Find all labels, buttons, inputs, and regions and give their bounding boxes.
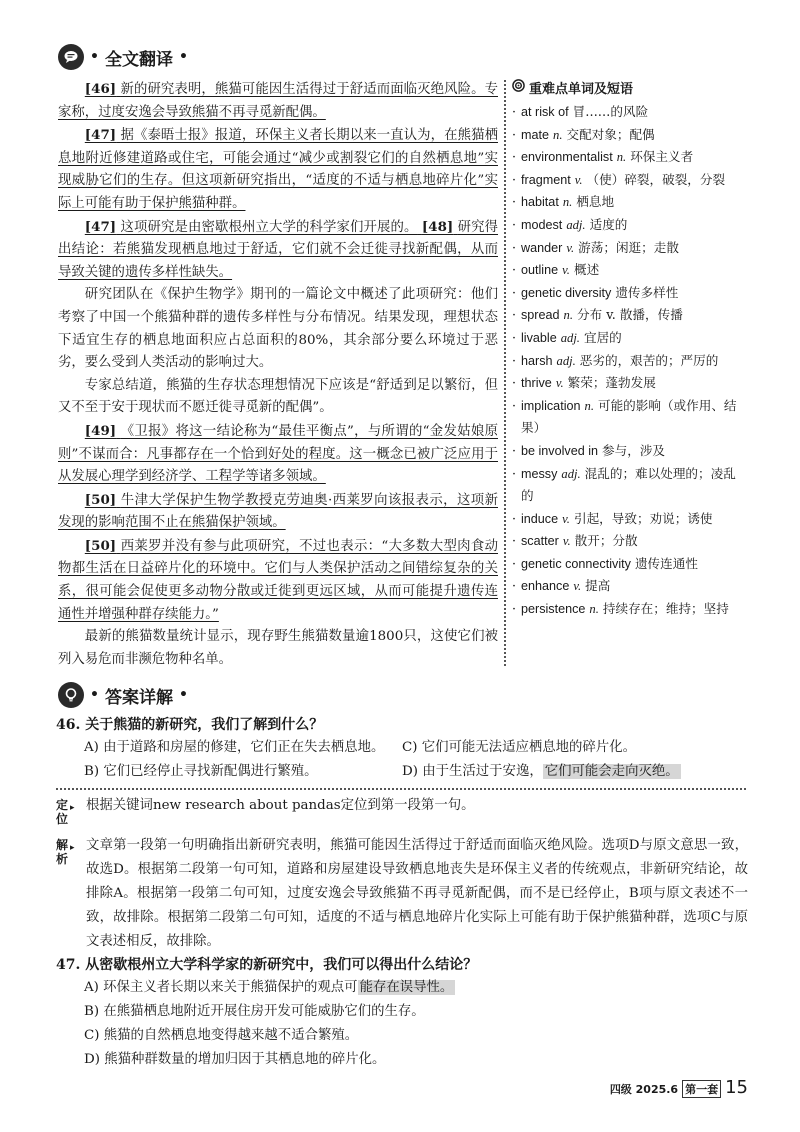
page-footer xyxy=(610,1077,748,1098)
vocab-meaning: 分布 v. 散播，传播 xyxy=(577,307,683,323)
vocab-item xyxy=(512,372,746,395)
vocab-meaning: 概述 xyxy=(573,262,600,278)
vocab-term: genetic connectivity xyxy=(521,556,631,571)
vocab-item xyxy=(512,214,746,237)
q46-highlight: 它们可能会走向灭绝。 xyxy=(544,764,679,779)
paragraph-1: [46] 新的研究表明，熊猫可能因生活得过于舒适而面临灭绝风险。专家称，过度安逸会导致熊猫不再寻觅新配偶。 xyxy=(58,81,498,120)
vocab-term: environmentalist xyxy=(521,150,613,165)
vocab-pos: n. xyxy=(616,150,627,165)
translation-title: 全文翻译 xyxy=(104,49,173,70)
analysis-label: 解析 ▸ xyxy=(56,838,75,866)
q47-option-a: A) 环保主义者长期以来关于熊猫保护的观点可 能存在误导性。 xyxy=(84,980,454,995)
vocab-term: implication xyxy=(521,398,581,413)
paragraph-8: [50] 西莱罗并没有参与此项研究，不过也表示：“大多数大型肉食动物都生活在日益碎片化的环境中。它们与人类保护活动之间错综复杂的关系，很可能会促使更多动物分散或迁徙到更远区域，从而可能提升遗传连通性并增强种群存续能力。” xyxy=(58,537,498,622)
vocab-meaning: 散开；分散 xyxy=(574,533,638,549)
vocab-item xyxy=(512,553,746,576)
question-46-title: 46. 关于熊猫的新研究，我们了解到什么？ xyxy=(56,717,324,733)
vocab-item xyxy=(512,508,746,531)
vocab-meaning: 引起，导致；劝说；诱使 xyxy=(573,510,713,526)
question-47-options xyxy=(84,976,748,1072)
vocab-term: habitat xyxy=(521,195,559,210)
vocab-item xyxy=(512,237,746,260)
target-icon xyxy=(512,79,525,96)
vocab-item xyxy=(512,101,746,124)
q47-highlight: 能存在误导性。 xyxy=(359,980,454,995)
q47-option-d: D) 熊猫种群数量的增加归因于其栖息地的碎片化。 xyxy=(84,1052,386,1067)
q47-option-b: B) 在熊猫栖息地附近开展住房开发可能威胁它们的生存。 xyxy=(84,1004,425,1019)
paragraph-5: 专家总结道，熊猫的生存状态理想情况下应该是“舒适到足以繁衍，但又不至于安于现状而不愿迁徙寻觅新的配偶”。 xyxy=(58,377,498,416)
vocab-item xyxy=(512,124,746,147)
paragraph-9: 最新的熊猫数量统计显示，现存野生熊猫数量逾1800只，这使它们被列入易危而非濒危物种名单。 xyxy=(58,629,498,667)
vocab-item xyxy=(512,530,746,553)
footer-source: 四级 2025.6 xyxy=(609,1083,679,1096)
q46-locate: 定位 ▸ 根据关键词new research about pandas定位到第一段第一句。 xyxy=(56,798,475,826)
question-46-options xyxy=(84,736,748,784)
vocab-term: messy xyxy=(521,466,558,481)
paragraph-6: [49] 《卫报》将这一结论称为“最佳平衡点”，与所谓的“金发姑娘原则”不谋而合：凡事都存在一个恰到好处的程度。这一概念已被广泛应用于从发展心理学到经济学、工程学等诸多领域。 xyxy=(58,422,498,485)
vocab-meaning: 游荡；闲逛；走散 xyxy=(578,239,679,255)
answers-body xyxy=(58,714,748,1072)
vocab-item xyxy=(512,191,746,214)
vocab-item xyxy=(512,463,746,508)
vocab-pos: v. xyxy=(562,511,570,526)
locate-label: 定位 ▸ xyxy=(56,798,75,826)
paragraph-2: [47] 据《泰晤士报》报道，环保主义者长期以来一直认为，在熊猫栖息地附近修建道路或住宅，可能会通过“减少或割裂它们的自然栖息地”实现威胁它们的生存。但这项新研究指出，“适度的不适与栖息地碎片化”实际上可能有助于保护熊猫种群。 xyxy=(58,127,498,211)
vocab-pos: adj. xyxy=(560,330,580,345)
paragraph-7: [50] 牛津大学保护生物学教授克劳迪奥·西莱罗向该报表示，这项新发现的影响范围不止在熊猫保护领域。 xyxy=(58,491,498,531)
vocab-meaning: 环保主义者 xyxy=(630,149,694,165)
question-47-title: 47. 从密歇根州立大学科学家的新研究中，我们可以得出什么结论？ xyxy=(56,957,478,973)
answers-title: 答案详解 xyxy=(104,687,173,708)
answer-divider xyxy=(56,788,746,790)
vocab-term: persistence xyxy=(521,602,586,617)
vocab-pos: v. xyxy=(574,172,583,187)
q47-option-c: C) 熊猫的自然栖息地变得越来越不适合繁殖。 xyxy=(84,1028,359,1043)
paragraph-3: [47] 这项研究是由密歇根州立大学的科学家们开展的。 [48] 研究得出结论：若熊猫发现栖息地过于舒适，它们就不会迁徙寻找新配偶，从而导致关键的遗传多样性缺失。 xyxy=(58,218,499,280)
vocab-term: thrive xyxy=(521,376,552,391)
chat-bubble-icon xyxy=(58,44,84,70)
vocab-item xyxy=(512,304,746,327)
lightbulb-icon xyxy=(58,682,84,708)
vocab-term: enhance xyxy=(521,579,570,594)
vocab-item xyxy=(512,575,746,598)
vocab-item xyxy=(512,146,746,169)
vocab-pos: v. xyxy=(562,263,570,278)
vocab-meaning: 冒……的风险 xyxy=(572,104,649,119)
vocab-term: at risk of xyxy=(521,105,569,119)
arrow-right-icon: ▸ xyxy=(70,843,75,853)
translation-text xyxy=(58,78,498,671)
vocab-meaning: （使）碎裂，破裂，分裂 xyxy=(586,171,726,187)
vocab-item xyxy=(512,282,746,305)
vocab-term: wander xyxy=(521,240,563,255)
vocab-item xyxy=(512,598,746,621)
vocab-term: be involved in xyxy=(521,443,599,458)
vocab-pos: adj. xyxy=(566,217,586,232)
vocab-meaning: 恶劣的，艰苦的；严厉的 xyxy=(579,352,719,368)
vocab-pos: v. xyxy=(573,579,582,594)
column-divider xyxy=(504,80,506,666)
vocab-term: induce xyxy=(521,511,559,526)
page-number: 15 xyxy=(725,1077,748,1098)
q46-option-a: A) 由于道路和房屋的修建，它们正在失去栖息地。 xyxy=(84,740,385,755)
answers-section-header: • 答案详解 • xyxy=(58,682,188,708)
vocab-pos: v. xyxy=(566,240,575,255)
vocab-pos: adj. xyxy=(556,353,576,368)
vocab-pos: n. xyxy=(589,602,599,617)
vocab-meaning: 持续存在；维持；坚持 xyxy=(602,601,729,617)
vocab-pos: n. xyxy=(584,398,594,413)
vocab-meaning: 遗传连通性 xyxy=(634,555,698,571)
vocab-meaning: 宜居的 xyxy=(583,329,622,345)
vocab-list xyxy=(512,101,746,621)
vocab-item xyxy=(512,440,746,463)
vocab-term: scatter xyxy=(521,534,559,549)
q46-option-c: C) 它们可能无法适应栖息地的碎片化。 xyxy=(402,740,636,755)
vocab-term: genetic diversity xyxy=(521,285,612,300)
footer-part: 第一套 xyxy=(682,1080,721,1098)
vocab-meaning: 混乱的；难以处理的；凌乱的 xyxy=(521,465,736,504)
paragraph-4: 研究团队在《保护生物学》期刊的一篇论文中概述了此项研究：他们考察了中国一个熊猫种群的遗传多样性与分布情况。结果发现，理想状态下适宜生存的栖息地面积应占总面积的80%，其余部分要么环境过于恶劣，要么受到人类活动的影响过大。 xyxy=(58,287,498,371)
q46-analysis: 解析 ▸ 文章第一段第一句明确指出新研究表明，熊猫可能因生活得过于舒适而面临灭绝风险。选项D与原文意思一致，故选D。根据第二段第一句可知，道路和房屋建设导致栖息地丧失是环保主义者的传统观点，非新研究结论，故排除A。根据第一段第二句可知，过度安逸会导致熊猫不再寻觅新配偶，而不是已经停止，B项与原文表述不一致，故排除。根据第二段第二句可知，适度的不适与栖息地碎片化实际上可能有助于保护熊猫种群，选项C与原文表述相反，故排除。 xyxy=(56,838,748,949)
vocab-item xyxy=(512,169,746,192)
vocab-pos: v. xyxy=(555,376,564,391)
vocab-term: spread xyxy=(521,308,560,323)
vocab-meaning: 参与，涉及 xyxy=(602,442,665,458)
vocab-item xyxy=(512,395,746,440)
vocab-meaning: 遗传多样性 xyxy=(615,284,679,300)
vocab-meaning: 繁荣；蓬勃发展 xyxy=(567,375,656,391)
vocab-meaning: 栖息地 xyxy=(576,194,615,210)
vocab-pos: adj. xyxy=(561,466,581,481)
vocab-meaning: 可能的影响（或作用、结果） xyxy=(521,397,737,436)
vocab-term: harsh xyxy=(521,353,553,368)
vocab-meaning: 适度的 xyxy=(589,216,628,232)
vocab-term: modest xyxy=(521,217,563,232)
vocab-pos: v. xyxy=(562,534,571,549)
vocab-pos: n. xyxy=(562,195,573,210)
vocab-term: livable xyxy=(521,330,557,345)
vocab-item xyxy=(512,259,746,282)
vocab-term: outline xyxy=(521,263,559,278)
vocab-term: mate xyxy=(521,127,549,142)
translation-section-header: • 全文翻译 • xyxy=(58,44,188,70)
vocab-meaning: 交配对象；配偶 xyxy=(566,126,655,142)
vocab-item xyxy=(512,327,746,350)
vocab-meaning: 提高 xyxy=(585,578,611,594)
vocab-header xyxy=(512,78,746,97)
vocab-panel xyxy=(512,78,746,621)
q46-option-b: B) 它们已经停止寻找新配偶进行繁殖。 xyxy=(84,764,318,779)
q46-option-d: D) 由于生活过于安逸， 它们可能会走向灭绝。 xyxy=(402,764,679,779)
vocab-title: 重难点单词及短语 xyxy=(529,82,634,97)
vocab-item xyxy=(512,350,746,373)
vocab-pos: n. xyxy=(553,127,563,142)
arrow-right-icon: ▸ xyxy=(70,803,75,813)
vocab-pos: n. xyxy=(563,308,573,323)
vocab-term: fragment xyxy=(521,172,571,187)
